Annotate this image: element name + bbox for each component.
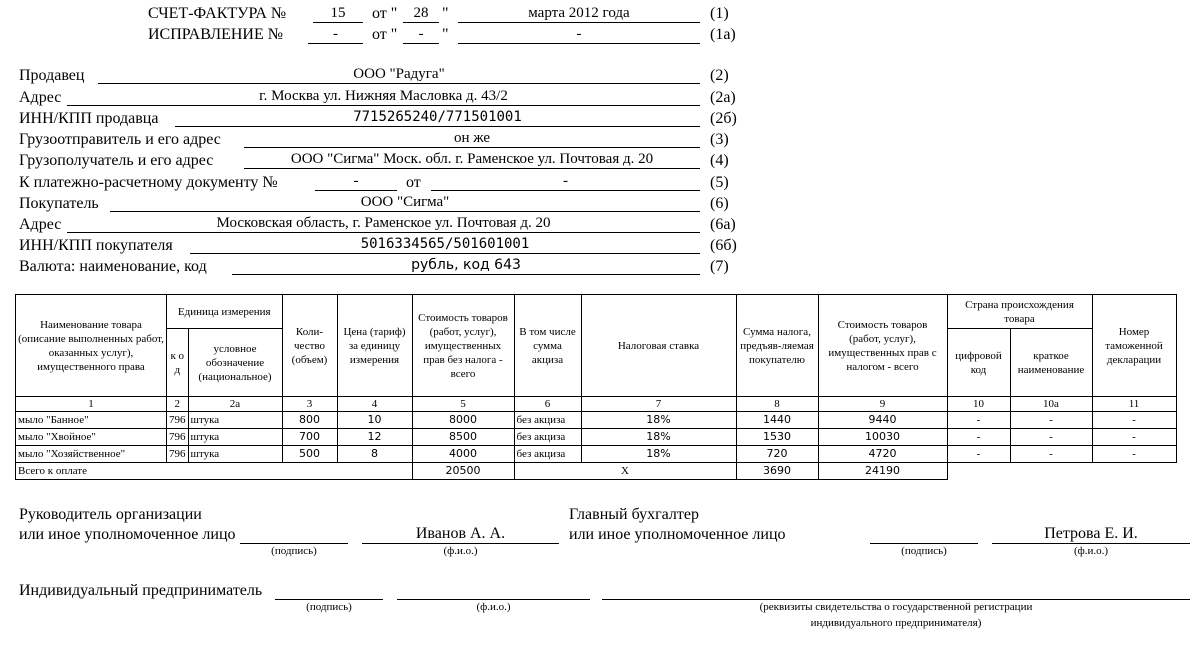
- total-tax: 3690: [736, 463, 818, 480]
- accountant-name: Петрова Е. И.: [992, 525, 1190, 544]
- header-country-code: цифровой код: [947, 329, 1010, 397]
- header-unit-code: к о д: [167, 329, 189, 397]
- buyer-value: ООО "Сигма": [110, 193, 700, 212]
- item-country-name: -: [1010, 429, 1092, 446]
- payment-doc-from-label: от: [406, 174, 421, 191]
- header-country: Страна происхождения товара: [947, 295, 1092, 329]
- invoice-from-label: от ": [372, 5, 398, 22]
- header-customs: Номер таможенной декларации: [1092, 295, 1176, 397]
- header-tax-amount: Сумма налога, предъяв-ляемая покупателю: [736, 295, 818, 397]
- entrepreneur-label: Индивидуальный предприниматель: [19, 582, 263, 599]
- item-total: 9440: [818, 412, 947, 429]
- col-number: 10а: [1010, 397, 1092, 412]
- shipper-label: Грузоотправитель и его адрес: [19, 131, 221, 148]
- item-cost: 8500: [412, 429, 514, 446]
- col-number: 6: [514, 397, 581, 412]
- col-number: 2: [167, 397, 189, 412]
- entrepreneur-name-line: [397, 581, 590, 600]
- head-signature-line: [240, 525, 348, 544]
- item-name: мыло "Хозяйственное": [16, 446, 167, 463]
- buyer-inn-label: ИНН/КПП покупателя: [19, 237, 173, 254]
- item-excise: без акциза: [514, 412, 581, 429]
- item-quantity: 800: [282, 412, 337, 429]
- head-label-2: или иное уполномоченное лицо: [19, 526, 236, 543]
- consignee-value: ООО "Сигма" Моск. обл. г. Раменское ул. Почтовая д. 20: [244, 150, 700, 169]
- buyer-inn-value: 5016334565/501601001: [190, 235, 700, 254]
- code-1a: (1а): [710, 26, 736, 43]
- code-6b: (6б): [710, 237, 737, 254]
- registration-caption: (реквизиты свидетельства о государственной регистрации: [759, 601, 1033, 613]
- fio-caption: (ф.и.о.): [443, 545, 478, 557]
- buyer-address-value: Московская область, г. Раменское ул. Почтовая д. 20: [67, 214, 700, 233]
- total-cost: 20500: [412, 463, 514, 480]
- header-price: Цена (тариф) за единицу измерения: [337, 295, 412, 397]
- item-price: 10: [337, 412, 412, 429]
- item-unit: штука: [188, 446, 282, 463]
- invoice-table: [15, 294, 1177, 480]
- item-name: мыло "Банное": [16, 412, 167, 429]
- correction-number: -: [308, 25, 363, 44]
- table-row: [16, 446, 1177, 463]
- item-price: 12: [337, 429, 412, 446]
- payment-doc-number: -: [315, 172, 397, 191]
- code-4: (4): [710, 152, 729, 169]
- fio-caption: (ф.и.о.): [476, 601, 511, 613]
- accountant-signature-line: [870, 525, 978, 544]
- correction-quote: ": [442, 26, 449, 43]
- item-country-code: -: [947, 429, 1010, 446]
- shipper-value: он же: [244, 129, 700, 148]
- item-total: 4720: [818, 446, 947, 463]
- item-tax-amount: 1440: [736, 412, 818, 429]
- code-2: (2): [710, 67, 729, 84]
- item-name: мыло "Хвойное": [16, 429, 167, 446]
- code-2b: (2б): [710, 110, 737, 127]
- signature-caption: (подпись): [901, 545, 947, 557]
- registration-line: [602, 581, 1190, 600]
- payment-doc-date: -: [431, 172, 700, 191]
- seller-address-label: Адрес: [19, 89, 62, 106]
- item-excise: без акциза: [514, 446, 581, 463]
- currency-value: рубль, код 643: [232, 256, 700, 275]
- seller-inn-value: 7715265240/771501001: [175, 108, 700, 127]
- col-number: 2а: [188, 397, 282, 412]
- registration-caption-2: индивидуального предпринимателя): [810, 617, 982, 629]
- invoice-month-year: марта 2012 года: [458, 4, 700, 23]
- invoice-quote: ": [442, 5, 449, 22]
- header-unit: Единица измерения: [167, 295, 283, 329]
- fio-caption: (ф.и.о.): [1073, 545, 1109, 557]
- entrepreneur-signature-line: [275, 581, 383, 600]
- item-cost: 4000: [412, 446, 514, 463]
- buyer-label: Покупатель: [19, 195, 99, 212]
- col-number: 5: [412, 397, 514, 412]
- item-quantity: 700: [282, 429, 337, 446]
- code-6: (6): [710, 195, 729, 212]
- invoice-day: 28: [403, 4, 439, 23]
- head-name: Иванов А. А.: [362, 525, 559, 544]
- code-2a: (2а): [710, 89, 736, 106]
- header-cost: Стоимость товаров (работ, услуг), имущественных прав без налога - всего: [412, 295, 514, 397]
- item-tax-amount: 1530: [736, 429, 818, 446]
- accountant-label: Главный бухгалтер: [569, 506, 699, 523]
- col-number: 1: [16, 397, 167, 412]
- item-customs: -: [1092, 446, 1176, 463]
- col-number: 7: [581, 397, 736, 412]
- item-customs: -: [1092, 412, 1176, 429]
- table-row: [16, 412, 1177, 429]
- item-country-code: -: [947, 446, 1010, 463]
- payment-doc-label: К платежно-расчетному документу №: [19, 174, 278, 191]
- header-tax-rate: Налоговая ставка: [581, 295, 736, 397]
- correction-date: -: [458, 25, 700, 44]
- col-number: 4: [337, 397, 412, 412]
- total-sum: 24190: [818, 463, 947, 480]
- item-country-code: -: [947, 412, 1010, 429]
- total-row: [16, 463, 1177, 480]
- consignee-label: Грузополучатель и его адрес: [19, 152, 214, 169]
- item-customs: -: [1092, 429, 1176, 446]
- header-unit-name: условное обозначение (национальное): [188, 329, 282, 397]
- col-number: 9: [818, 397, 947, 412]
- item-excise: без акциза: [514, 429, 581, 446]
- item-tax-rate: 18%: [581, 446, 736, 463]
- item-unit-code: 796: [167, 446, 189, 463]
- header-quantity: Коли-чество (объем): [282, 295, 337, 397]
- table-row: [16, 429, 1177, 446]
- buyer-address-label: Адрес: [19, 216, 62, 233]
- invoice-number: 15: [313, 4, 363, 23]
- item-cost: 8000: [412, 412, 514, 429]
- code-6a: (6а): [710, 216, 736, 233]
- currency-label: Валюта: наименование, код: [19, 258, 207, 275]
- invoice-title: СЧЕТ-ФАКТУРА №: [148, 5, 287, 22]
- item-price: 8: [337, 446, 412, 463]
- code-7: (7): [710, 258, 729, 275]
- item-unit-code: 796: [167, 412, 189, 429]
- total-x: X: [514, 463, 736, 480]
- item-tax-rate: 18%: [581, 412, 736, 429]
- item-unit: штука: [188, 429, 282, 446]
- col-number: 8: [736, 397, 818, 412]
- item-country-name: -: [1010, 412, 1092, 429]
- col-number: 11: [1092, 397, 1176, 412]
- item-tax-rate: 18%: [581, 429, 736, 446]
- correction-title: ИСПРАВЛЕНИЕ №: [148, 26, 284, 43]
- total-label: Всего к оплате: [16, 463, 413, 480]
- code-1: (1): [710, 5, 729, 22]
- signature-caption: (подпись): [306, 601, 352, 613]
- item-total: 10030: [818, 429, 947, 446]
- item-unit: штука: [188, 412, 282, 429]
- item-unit-code: 796: [167, 429, 189, 446]
- header-excise: В том числе сумма акциза: [514, 295, 581, 397]
- correction-from-label: от ": [372, 26, 398, 43]
- seller-label: Продавец: [19, 67, 85, 84]
- col-number: 3: [282, 397, 337, 412]
- accountant-label-2: или иное уполномоченное лицо: [569, 526, 786, 543]
- item-tax-amount: 720: [736, 446, 818, 463]
- correction-day: -: [403, 25, 439, 44]
- code-3: (3): [710, 131, 729, 148]
- head-label: Руководитель организации: [19, 506, 202, 523]
- seller-inn-label: ИНН/КПП продавца: [19, 110, 159, 127]
- header-country-name: краткое наименование: [1010, 329, 1092, 397]
- signature-caption: (подпись): [271, 545, 317, 557]
- seller-address-value: г. Москва ул. Нижняя Масловка д. 43/2: [67, 87, 700, 106]
- col-number: 10: [947, 397, 1010, 412]
- code-5: (5): [710, 174, 729, 191]
- item-country-name: -: [1010, 446, 1092, 463]
- header-total: Стоимость товаров (работ, услуг), имущественных прав с налогом - всего: [818, 295, 947, 397]
- seller-value: ООО "Радуга": [98, 65, 700, 84]
- header-name: Наименование товара (описание выполненных работ, оказанных услуг), имущественного права: [16, 295, 167, 397]
- item-quantity: 500: [282, 446, 337, 463]
